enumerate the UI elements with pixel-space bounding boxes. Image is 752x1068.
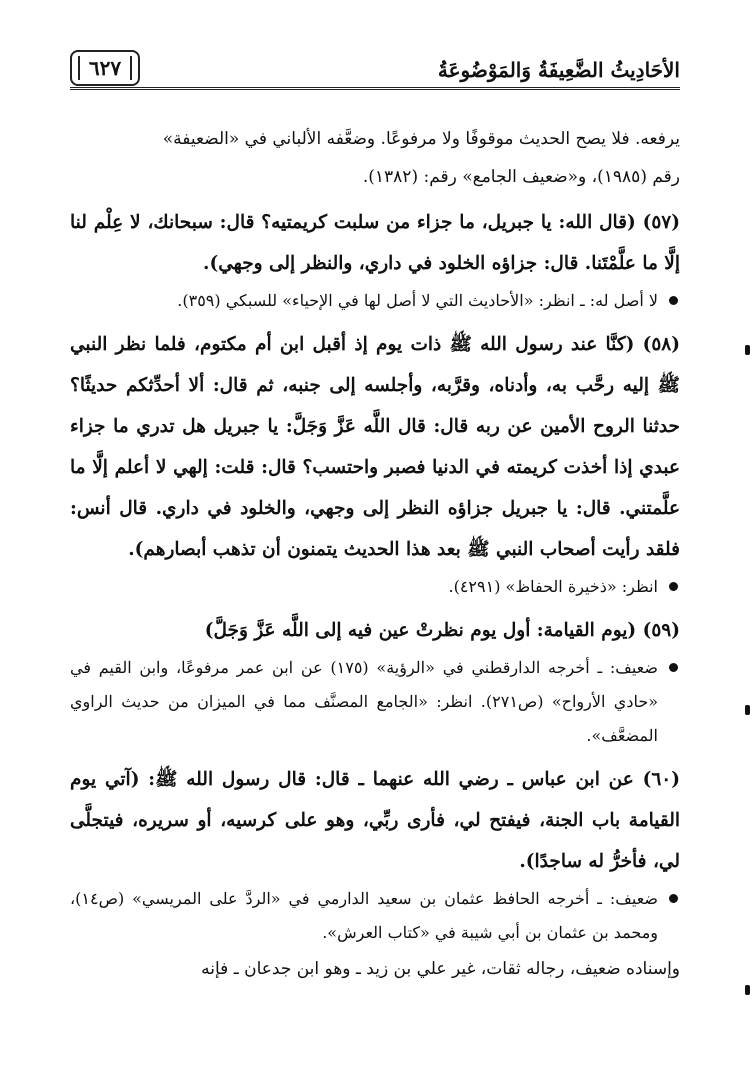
note-57-text: لا أصل له: ـ انظر: «الأحاديث التي لا أصل لها في الإحياء» للسبكي (٣٥٩). [177,291,658,310]
intro-line-1: يرفعه. فلا يصح الحديث موقوفًا ولا مرفوعًا. وضعَّفه الألباني في «الضعيفة» [162,129,680,149]
page-header [70,44,680,90]
bullet-icon [669,894,678,903]
note-60-text: ضعيف: ـ أخرجه الحافظ عثمان بن سعيد الدارمي في «الردَّ على المريسي» (ص١٤)، ومحمد بن عثمان بن أبي شيبة في «كتاب العرش». [70,889,658,942]
bullet-icon [669,582,678,591]
note-60 [70,882,680,950]
note-58 [70,570,680,604]
hadith-58: (٥٨) (كنَّا عند رسول الله ﷺ ذات يوم إذ أقبل ابن أم مكتوم، فلما نظر النبي ﷺ إليه رحَّب به، وأدناه، وقرَّبه، وأجلسه إلى جنبه، ثم قال: ألا أحدِّثكم حديثًا؟ حدثنا الروح الأمين عن ربه قال: قال اللَّه عَزَّ وَجَلَّ: يا جبريل هل تدري ما جزاء عبدي إذا أخذت كريمته في الدنيا فصبر واحتسب؟ قال: قلت: إلهي لا أعلم إلَّا ما علَّمتني. قال: يا جبريل جزاؤه النظر إلى وجهي، والخلود في داري. قال أنس: فلقد رأيت أصحاب النبي ﷺ بعد هذا الحديث يتمنون أن تذهب أبصارهم). [70,334,680,560]
margin-mark [745,985,750,995]
margin-mark [745,705,750,715]
page-body [70,120,680,988]
bullet-icon [669,663,678,672]
note-58-text: انظر: «ذخيرة الحفاظ» (٤٢٩١). [448,577,658,596]
closing-line: وإسناده ضعيف، رجاله ثقات، غير علي بن زيد ـ وهو ابن جدعان ـ فإنه [201,959,680,979]
note-59-text: ضعيف: ـ أخرجه الدارقطني في «الرؤية» (١٧٥) عن ابن عمر مرفوعًا، وابن القيم في «حادي الأرواح» (ص٢٧١). انظر: «الجامع المصنَّف مما في الميزان من حديث الراوي المضعَّف». [70,658,659,745]
bullet-icon [669,296,678,305]
hadith-60: (٦٠) عن ابن عباس ـ رضي الله عنهما ـ قال: قال رسول الله ﷺ: (آتي يوم القيامة باب الجنة، فيفتح لي، فأرى ربِّي، وهو على كرسيه، أو سريره، فيتجلَّى لي، فأخرُّ له ساجدًا). [70,769,680,872]
note-57 [70,284,680,318]
note-59 [70,651,680,753]
hadith-59: (٥٩) (يوم القيامة: أول يوم نظرتْ عين فيه إلى اللَّه عَزَّ وَجَلَّ) [204,620,680,641]
page-number-box [70,50,140,86]
header-rule [70,87,680,90]
hadith-57: (٥٧) (قال الله: يا جبريل، ما جزاء من سلبت كريمتيه؟ قال: سبحانك، لا عِلْم لنا إلَّا ما علَّمْتَنا. قال: جزاؤه الخلود في داري، والنظر إلى وجهي). [70,212,680,274]
intro-line-2: رقم (١٩٨٥)، و«ضعيف الجامع» رقم: (١٣٨٢). [362,167,680,187]
running-title: الأحَادِيثُ الضَّعِيفَةُ وَالمَوْضُوعَةُ [437,58,680,82]
page-number: ٦٢٧ [88,56,122,80]
margin-mark [745,345,750,355]
